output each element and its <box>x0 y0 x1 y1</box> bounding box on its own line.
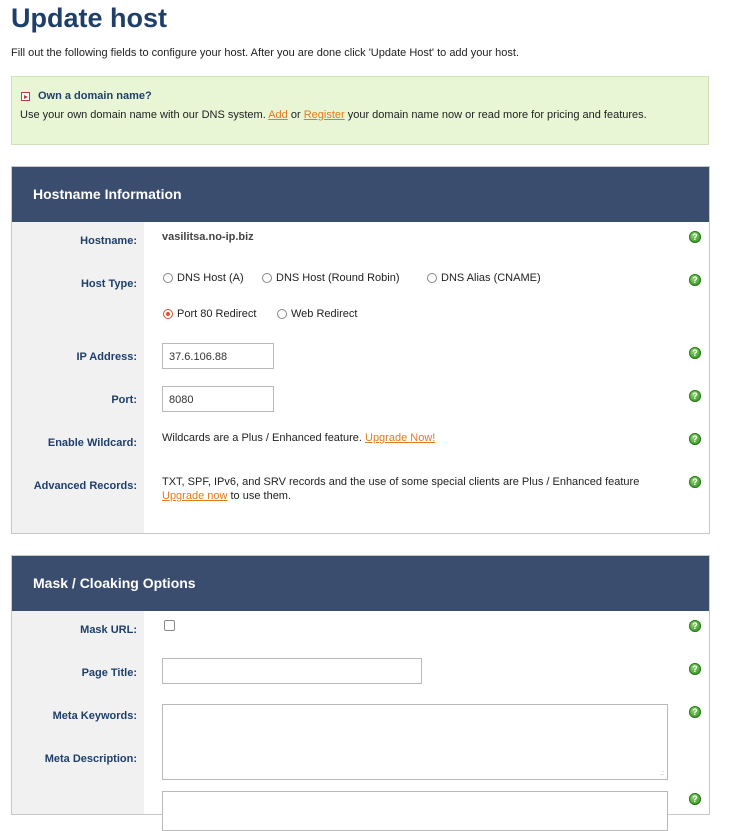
help-icon[interactable]: ? <box>689 793 701 805</box>
notice-title: Own a domain name? <box>38 90 152 102</box>
port-label: Port: <box>111 394 137 406</box>
radio-web-redirect[interactable] <box>277 309 287 319</box>
help-icon[interactable]: ? <box>689 620 701 632</box>
host-type-cname[interactable]: DNS Alias (CNAME) <box>427 272 541 284</box>
mask-panel <box>11 555 710 815</box>
domain-notice <box>11 76 709 145</box>
help-icon[interactable]: ? <box>689 706 701 718</box>
page-title-label: Page Title: <box>81 667 137 679</box>
page-title-input[interactable] <box>162 658 422 684</box>
help-icon[interactable]: ? <box>689 347 701 359</box>
port-input[interactable]: 8080 <box>162 386 274 412</box>
notice-text-after: your domain name now or read more for pricing and features. <box>344 109 647 121</box>
radio-dns-a[interactable] <box>163 273 173 283</box>
host-type-port80[interactable]: Port 80 Redirect <box>163 308 256 320</box>
hostname-panel <box>11 166 710 534</box>
mask-url-label: Mask URL: <box>80 624 137 636</box>
meta-keywords-textarea[interactable] <box>162 704 668 780</box>
notice-text <box>20 108 690 122</box>
meta-description-textarea[interactable] <box>162 791 668 831</box>
host-type-dns-a[interactable]: DNS Host (A) <box>163 272 244 284</box>
add-domain-link[interactable]: Add <box>268 109 288 121</box>
upgrade-now-link[interactable]: Upgrade Now! <box>365 432 436 444</box>
wildcard-text: Wildcards are a Plus / Enhanced feature. Upgrade Now! <box>162 432 436 444</box>
meta-keywords-label: Meta Keywords: <box>52 710 137 722</box>
hostname-value: vasilitsa.no-ip.biz <box>162 231 254 243</box>
help-icon[interactable]: ? <box>689 390 701 402</box>
resize-grip-icon[interactable]: .: <box>660 770 664 777</box>
page-intro: Fill out the following fields to configure your host. After you are done click 'Update Host' to add your host. <box>11 47 520 59</box>
host-type-label: Host Type: <box>80 278 137 290</box>
radio-round-robin[interactable] <box>262 273 272 283</box>
meta-description-label: Meta Description: <box>44 753 137 765</box>
host-type-web-redirect[interactable]: Web Redirect <box>277 308 357 320</box>
host-type-round-robin[interactable]: DNS Host (Round Robin) <box>262 272 400 284</box>
help-icon[interactable]: ? <box>689 663 701 675</box>
hostname-label: Hostname: <box>80 235 137 247</box>
page-title: Update host <box>11 3 168 33</box>
ip-address-label: IP Address: <box>76 351 137 363</box>
mask-panel-header: Mask / Cloaking Options <box>12 556 709 611</box>
help-icon[interactable]: ? <box>689 433 701 445</box>
radio-port80-selected[interactable] <box>163 309 173 319</box>
arrow-bullet-icon <box>21 92 30 101</box>
hostname-panel-header: Hostname Information <box>12 167 709 222</box>
notice-text-or: or <box>287 109 304 121</box>
help-icon[interactable]: ? <box>689 231 701 243</box>
register-domain-link[interactable]: Register <box>303 109 345 121</box>
ip-address-input[interactable]: 37.6.106.88 <box>162 343 274 369</box>
notice-text-before: Use your own domain name with our DNS system. <box>20 109 269 121</box>
help-icon[interactable]: ? <box>689 274 701 286</box>
advanced-records-text: TXT, SPF, IPv6, and SRV records and the use of some special clients are Plus / Enhanced feature Upgrade now to use them. <box>162 476 640 502</box>
mask-url-checkbox[interactable] <box>164 620 175 631</box>
radio-cname[interactable] <box>427 273 437 283</box>
advanced-records-label: Advanced Records: <box>33 480 137 492</box>
upgrade-advanced-link[interactable]: Upgrade now <box>162 490 228 502</box>
wildcard-label: Enable Wildcard: <box>47 437 137 449</box>
help-icon[interactable]: ? <box>689 476 701 488</box>
